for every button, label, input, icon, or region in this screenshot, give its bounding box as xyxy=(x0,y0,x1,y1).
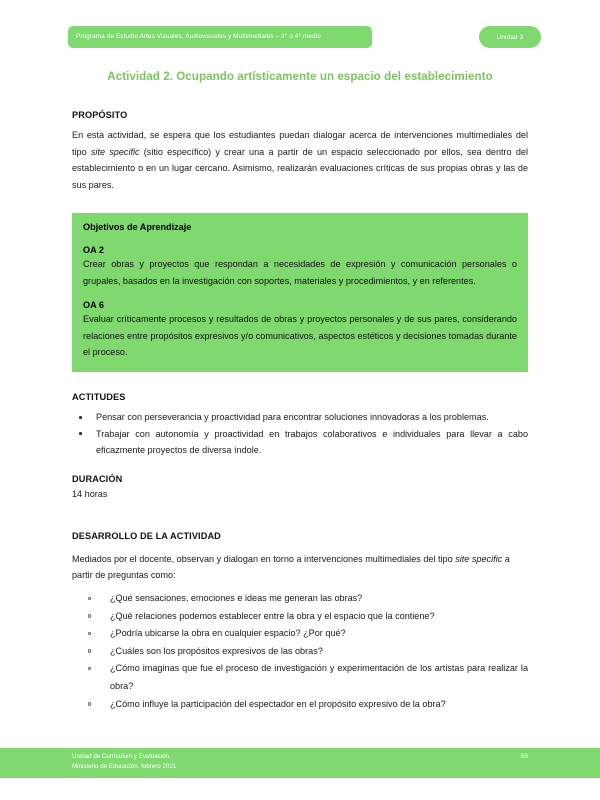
proposito-text-part2: (sitio específico) y crear una a partir de un espacio seleccionado por ellos, sea dentro del establecimiento o en un lugar cercano. Asimismo, realizarán evaluaciones críticas de sus propias obras y las de sus pares. xyxy=(72,146,528,190)
actitud-text: Pensar con perseverancia y proactividad para encontrar soluciones innovadoras a los problemas. xyxy=(96,412,489,423)
footer-organization xyxy=(72,752,176,771)
circle-bullet-icon xyxy=(88,632,91,635)
circle-bullet-icon xyxy=(88,649,91,652)
actitud-text: Trabajar con autonomía y proactividad en trabajos colaborativos e individuales para llevar a cabo eficazmente proyectos de diversa índole. xyxy=(96,428,528,455)
proposito-paragraph xyxy=(72,127,528,193)
document-content xyxy=(72,110,528,713)
question-text: ¿Cómo imaginas que fue el proceso de investigación y experimentación de los artistas para realizar la obra? xyxy=(110,663,528,692)
page-title: Actividad 2. Ocupando artísticamente un espacio del establecimiento xyxy=(107,70,493,83)
bullet-dot-icon xyxy=(79,416,82,419)
list-item xyxy=(72,426,528,459)
program-header-label: Programa de Estudio Artes Visuales, Audiovisuales y Multimediales – 3° o 4° medio xyxy=(76,32,321,40)
actitudes-list xyxy=(72,409,528,458)
program-header-band xyxy=(68,26,372,48)
question-text: ¿Cuáles son los propósitos expresivos de las obras? xyxy=(110,645,323,656)
questions-list xyxy=(72,590,528,713)
page-number: 86 xyxy=(520,753,528,760)
desarrollo-heading: DESARROLLO DE LA ACTIVIDAD xyxy=(72,530,221,541)
objetivos-box-title: Objetivos de Aprendizaje xyxy=(83,222,192,233)
unit-badge xyxy=(479,26,541,48)
footer-line-1: Unidad de Currículum y Evaluación xyxy=(72,753,169,760)
list-item xyxy=(72,643,528,661)
duracion-heading: DURACIÓN xyxy=(72,474,123,485)
objetivo-code: OA 6 xyxy=(83,300,104,311)
objetivo-item xyxy=(83,245,517,289)
list-item xyxy=(72,590,528,608)
circle-bullet-icon xyxy=(88,597,91,600)
objetivo-code: OA 2 xyxy=(83,245,104,256)
duracion-value: 14 horas xyxy=(72,489,108,500)
desarrollo-intro-part1: Mediados por el docente, observan y dialogan en torno a intervenciones multimediales del tipo xyxy=(72,553,456,564)
objetivo-text: Crear obras y proyectos que respondan a necesidades de expresión y comunicación personales o grupales, basados en la investigación con soportes, materiales y procedimientos, y en referentes. xyxy=(83,259,517,286)
circle-bullet-icon xyxy=(88,667,91,670)
list-item xyxy=(72,696,528,714)
desarrollo-intro-italic: site specific xyxy=(455,553,503,564)
proposito-text-part1: En esta actividad, se espera que los estudiantes puedan dialogar acerca de intervenciones multimediales del tipo xyxy=(72,130,528,157)
list-item xyxy=(72,625,528,643)
proposito-heading: PROPÓSITO xyxy=(72,110,128,120)
question-text: ¿Podría ubicarse la obra en cualquier espacio? ¿Por qué? xyxy=(110,628,346,639)
circle-bullet-icon xyxy=(88,614,91,617)
list-item xyxy=(72,660,528,695)
list-item xyxy=(72,409,528,425)
list-item xyxy=(72,608,528,626)
bullet-dot-icon xyxy=(79,432,82,435)
footer-line-2: Ministerio de Educación, febrero 2021 xyxy=(72,762,177,770)
actitudes-heading: ACTITUDES xyxy=(72,392,126,403)
footer-band xyxy=(0,748,600,778)
unit-badge-label: Unidad 3 xyxy=(496,33,524,41)
desarrollo-intro xyxy=(72,551,528,584)
objetivo-text: Evaluar críticamente procesos y resultados de obras y proyectos personales y de sus pares, considerando relaciones entre propósitos expresivos y/o comunicativos, aspectos estéticos y decisiones tomadas durante el proceso. xyxy=(83,314,517,357)
proposito-text-italic: site specific xyxy=(90,146,140,157)
desarrollo-intro-part2: a partir de preguntas como: xyxy=(72,553,510,581)
objetivos-aprendizaje-box xyxy=(72,213,528,372)
question-text: ¿Qué relaciones podemos establecer entre la obra y el espacio que la contiene? xyxy=(110,610,435,621)
question-text: ¿Qué sensaciones, emociones e ideas me generan las obras? xyxy=(110,593,363,604)
circle-bullet-icon xyxy=(88,702,91,705)
footer-content xyxy=(72,752,528,771)
question-text: ¿Cómo influye la participación del espectador en el propósito expresivo de la obra? xyxy=(110,698,446,709)
objetivo-item xyxy=(83,300,517,360)
